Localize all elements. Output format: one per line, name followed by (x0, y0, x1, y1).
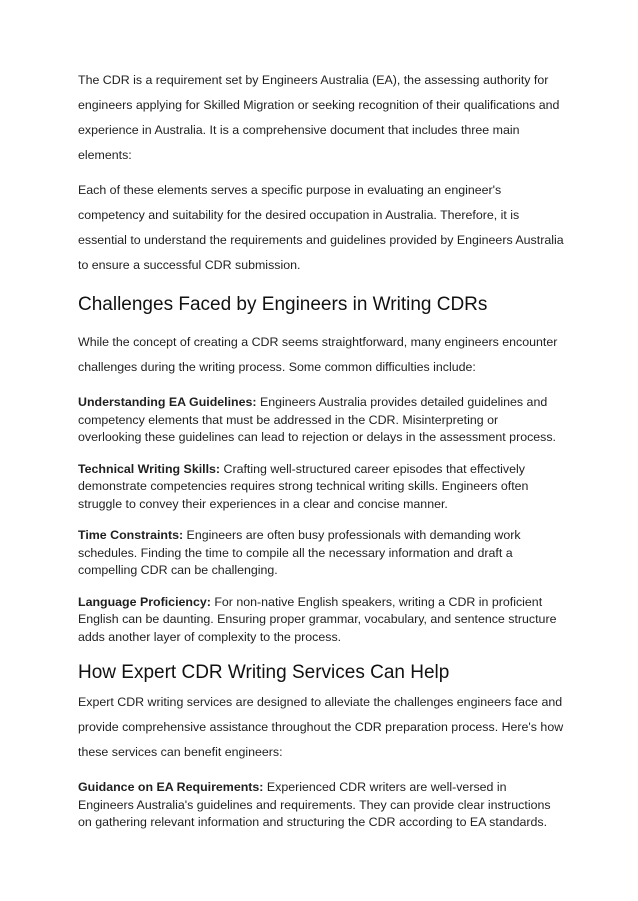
challenge-item (78, 461, 564, 514)
services-heading: How Expert CDR Writing Services Can Help (78, 662, 450, 683)
challenge-item (78, 527, 564, 580)
challenge-item-text: For non-native English speakers, writing a CDR in proficient English can be daunting. Ensuring proper grammar, vocabulary, and sentence structure adds another layer of complexity to the process. (78, 594, 557, 644)
challenge-item (78, 394, 564, 447)
challenges-heading: Challenges Faced by Engineers in Writing CDRs (78, 294, 488, 315)
intro-paragraph-1: The CDR is a requirement set by Engineers Australia (EA), the assessing authority for engineers applying for Skilled Migration or seeking recognition of their qualifications and experience in Australia. It is a comprehensive document that includes three main elements: (78, 73, 560, 162)
service-item-text: Experienced CDR writers are well-versed in Engineers Australia's guidelines and requirements. They can provide clear instructions on gathering relevant information and structuring the CDR according to EA standards. (78, 780, 551, 829)
challenges-intro: While the concept of creating a CDR seems straightforward, many engineers encounter challenges during the writing process. Some common difficulties include: (78, 335, 558, 374)
document-content (78, 68, 564, 832)
challenge-item-text: Engineers are often busy professionals with demanding work schedules. Finding the time to compile all the necessary information and draft a compelling CDR can be challenging. (78, 528, 521, 577)
challenge-item-title: Technical Writing Skills: (78, 461, 221, 476)
intro-paragraph-2: Each of these elements serves a specific purpose in evaluating an engineer's competency and suitability for the desired occupation in Australia. Therefore, it is essential to understand the requirements and guidelines provided by Engineers Australia to ensure a successful CDR submission. (78, 183, 564, 272)
challenge-item-text: Crafting well-structured career episodes that effectively demonstrate competencies requires strong technical writing skills. Engineers often struggle to convey their experiences in a clear and concise manner. (78, 461, 529, 511)
challenge-item-title: Language Proficiency: (78, 594, 211, 609)
services-intro: Expert CDR writing services are designed to alleviate the challenges engineers face and provide comprehensive assistance throughout the CDR preparation process. Here's how these services can benefit engineers: (78, 695, 564, 759)
service-item-title: Guidance on EA Requirements: (78, 780, 264, 794)
challenge-item (78, 594, 564, 647)
challenge-item-text: Engineers Australia provides detailed guidelines and competency elements that must be addressed in the CDR. Misinterpreting or overlooking these guidelines can lead to rejection or delays in the assessment process. (78, 395, 557, 444)
challenge-item-title: Time Constraints: (78, 528, 184, 542)
challenge-item-title: Understanding EA Guidelines: (78, 395, 257, 409)
service-item (78, 779, 564, 832)
